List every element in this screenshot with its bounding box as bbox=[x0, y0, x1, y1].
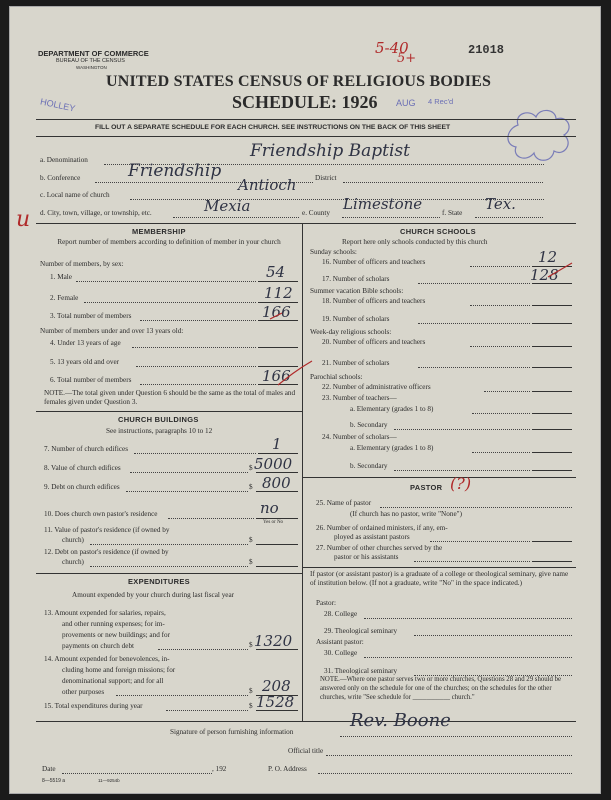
q9-value: 800 bbox=[262, 474, 291, 492]
form-code: 8—5519 a bbox=[42, 778, 66, 784]
q16-label: 16. Number of officers and teachers bbox=[322, 258, 426, 266]
year-label: , 192 bbox=[212, 765, 227, 773]
q31-label: 31. Theological seminary bbox=[324, 667, 398, 675]
q5-label: 5. 13 years old and over bbox=[50, 358, 120, 366]
q30-label: 30. College bbox=[324, 649, 358, 657]
q13-label bbox=[44, 608, 170, 652]
q15-label: 15. Total expenditures during year bbox=[44, 702, 143, 710]
q27-label bbox=[316, 544, 442, 562]
form-title: UNITED STATES CENSUS OF RELIGIOUS BODIES bbox=[106, 73, 492, 90]
denomination-label: a. Denomination bbox=[40, 156, 88, 164]
pastor-mark: (?) bbox=[450, 474, 472, 493]
q15-value: 1528 bbox=[256, 693, 295, 711]
q25-label: 25. Name of pastor bbox=[316, 499, 372, 507]
q9-label: 9. Debt on church edifices bbox=[44, 483, 120, 491]
q19-label: 19. Number of scholars bbox=[322, 315, 390, 323]
city-value: Mexia bbox=[204, 197, 251, 215]
schedule-title: SCHEDULE: 1926 bbox=[232, 92, 378, 112]
city-label: d. City, town, village, or township, etc. bbox=[40, 209, 152, 217]
q23a-label: a. Elementary (grades 1 to 8) bbox=[350, 405, 434, 413]
stamp-aug: AUG bbox=[396, 98, 416, 108]
q11-label-b: church) bbox=[62, 536, 84, 544]
q6-value: 166 bbox=[262, 367, 291, 385]
q27-line: pastor or his assistants bbox=[334, 553, 399, 561]
q14-line: denominational support; and for all bbox=[62, 677, 164, 685]
q29-label: 29. Theological seminary bbox=[324, 627, 398, 635]
membership-subtitle: Report number of members according to definition of member in your church bbox=[57, 238, 281, 246]
q10-value: no bbox=[260, 499, 279, 517]
q14-line: other purposes bbox=[62, 688, 105, 696]
date-label: Date bbox=[42, 765, 56, 773]
pastor-title: PASTOR bbox=[410, 483, 443, 492]
q14-line: 14. Amount expended for benevolences, in- bbox=[44, 655, 170, 663]
q14-value: 208 bbox=[262, 677, 291, 695]
q1-label: 1. Male bbox=[50, 273, 72, 281]
q12-label-a: 12. Debt on pastor's residence (if owned by bbox=[44, 548, 169, 556]
schools-subtitle: Report here only schools conducted by this church bbox=[342, 238, 488, 246]
q22-label: 22. Number of administrative officers bbox=[322, 383, 431, 391]
instructions-line: FILL OUT A SEPARATE SCHEDULE FOR EACH CHURCH. SEE INSTRUCTIONS ON THE BACK OF THIS SHEET bbox=[95, 124, 451, 131]
census-schedule-sheet bbox=[9, 6, 601, 794]
q13-line: 13. Amount expended for salaries, repairs, bbox=[44, 609, 166, 617]
official-title-label: Official title bbox=[288, 747, 324, 755]
buildings-subtitle: See instructions, paragraphs 10 to 12 bbox=[106, 427, 213, 435]
q12-label-b: church) bbox=[62, 558, 84, 566]
dollar-sign: $ bbox=[249, 558, 253, 566]
margin-mark: u bbox=[16, 207, 31, 232]
signature-value: Rev. Boone bbox=[350, 710, 451, 731]
expenditures-title: EXPENDITURES bbox=[128, 577, 190, 586]
q10-hint: Yes or No bbox=[263, 520, 284, 525]
red-note-2: 5+ bbox=[397, 51, 417, 66]
q23b-label: b. Secondary bbox=[350, 421, 388, 429]
q24-label: 24. Number of scholars— bbox=[322, 433, 397, 441]
dollar-sign: $ bbox=[249, 641, 253, 649]
q26-label bbox=[316, 524, 448, 542]
serial-number: 21018 bbox=[468, 43, 505, 57]
denomination-value: Friendship Baptist bbox=[250, 141, 410, 161]
q16-value: 12 bbox=[538, 248, 558, 266]
red-note-1: 5-40 bbox=[375, 39, 409, 57]
q1-value: 54 bbox=[266, 263, 286, 281]
members-by-sex-label: Number of members, by sex: bbox=[40, 260, 124, 268]
state-value: Tex. bbox=[485, 195, 516, 213]
schools-title: CHURCH SCHOOLS bbox=[400, 227, 476, 236]
buildings-title: CHURCH BUILDINGS bbox=[118, 415, 199, 424]
expenditures-subtitle: Amount expended by your church during last fiscal year bbox=[72, 591, 235, 599]
pastor-subhead: Pastor: bbox=[316, 599, 336, 607]
red-check-icon bbox=[546, 261, 576, 281]
pastor-note: NOTE.—Where one pastor serves two or more churches, Questions 28 and 29 should be answered only on the schedule for one of the churches; on the schedules for the other churches, write "See schedule for ___________ church." bbox=[320, 676, 562, 701]
form-code-2: 11—9254b bbox=[98, 778, 120, 783]
q21-label: 21. Number of scholars bbox=[322, 359, 390, 367]
q24b-label: b. Secondary bbox=[350, 462, 388, 470]
dollar-sign: $ bbox=[249, 483, 253, 491]
q23-label: 23. Number of teachers— bbox=[322, 394, 397, 402]
q13-line: payments on church debt bbox=[62, 642, 135, 650]
summer-label: Summer vacation Bible schools: bbox=[310, 287, 404, 295]
parochial-label: Parochial schools: bbox=[310, 373, 363, 381]
red-check-icon bbox=[268, 307, 318, 397]
q13-value: 1320 bbox=[254, 632, 293, 650]
department-label: DEPARTMENT OF COMMERCE bbox=[38, 49, 149, 58]
q2-label: 2. Female bbox=[50, 294, 79, 302]
county-label: e. County bbox=[302, 209, 330, 217]
dollar-sign: $ bbox=[249, 536, 253, 544]
q3-label: 3. Total number of members bbox=[50, 312, 132, 320]
dollar-sign: $ bbox=[249, 464, 253, 472]
q11-label-a: 11. Value of pastor's residence (if owned by bbox=[44, 526, 170, 534]
weekday-label: Week-day religious schools: bbox=[310, 328, 392, 336]
q13-line: and other running expenses; for im- bbox=[62, 620, 165, 628]
q25-hint: (If church has no pastor, write "None") bbox=[350, 510, 462, 518]
bureau-label: BUREAU OF THE CENSUS bbox=[56, 58, 125, 64]
q18-label: 18. Number of officers and teachers bbox=[322, 297, 426, 305]
q26-line: ployed as assistant pastors bbox=[334, 533, 410, 541]
po-address-label: P. O. Address bbox=[268, 765, 307, 773]
q14-line: cluding home and foreign missions; for bbox=[62, 666, 176, 674]
conference-label: b. Conference bbox=[40, 174, 81, 182]
members-age-label: Number of members under and over 13 years old: bbox=[40, 327, 184, 335]
q13-line: provements or new buildings; and for bbox=[62, 631, 170, 639]
dollar-sign: $ bbox=[249, 702, 253, 710]
q7-value: 1 bbox=[272, 435, 282, 453]
q10-label: 10. Does church own pastor's residence bbox=[44, 510, 158, 518]
stamp-holley: HOLLEY bbox=[39, 96, 77, 114]
q2-value: 112 bbox=[264, 284, 293, 302]
q28-label: 28. College bbox=[324, 610, 358, 618]
conference-value: Friendship bbox=[128, 161, 222, 181]
q14-label bbox=[44, 654, 175, 698]
q24a-label: a. Elementary (grades 1 to 8) bbox=[350, 444, 434, 452]
received-stamp-icon bbox=[504, 107, 576, 167]
q17-value: 128 bbox=[530, 266, 559, 284]
q7-label: 7. Number of church edifices bbox=[44, 445, 129, 453]
membership-title: MEMBERSHIP bbox=[132, 227, 186, 236]
membership-note: NOTE.—The total given under Question 6 should be the same as the total of males and females given under Question 3. bbox=[44, 389, 296, 406]
q27-line: 27. Number of other churches served by the bbox=[316, 544, 443, 552]
college-note: If pastor (or assistant pastor) is a graduate of a college or theological seminary, give name of institution below. (If not a graduate, write "No" in the space indicated.) bbox=[310, 570, 569, 587]
district-label: District bbox=[315, 174, 337, 182]
sunday-label: Sunday schools: bbox=[310, 248, 357, 256]
stamp-received: 4 Rec'd bbox=[428, 97, 454, 106]
q8-label: 8. Value of church edifices bbox=[44, 464, 121, 472]
state-label: f. State bbox=[442, 209, 463, 217]
local-name-label: c. Local name of church bbox=[40, 191, 110, 199]
assistant-subhead: Assistant pastor: bbox=[316, 638, 364, 646]
q17-label: 17. Number of scholars bbox=[322, 275, 390, 283]
q26-line: 26. Number of ordained ministers, if any, em- bbox=[316, 524, 448, 532]
q4-label: 4. Under 13 years of age bbox=[50, 339, 121, 347]
county-value: Limestone bbox=[343, 195, 423, 213]
local-name-value: Antioch bbox=[238, 176, 297, 194]
city-label: WASHINGTON bbox=[76, 65, 107, 70]
signature-label: Signature of person furnishing information bbox=[170, 728, 294, 736]
q20-label: 20. Number of officers and teachers bbox=[322, 338, 426, 346]
q3-value: 166 bbox=[262, 303, 291, 321]
q6-label: 6. Total number of members bbox=[50, 376, 132, 384]
dollar-sign: $ bbox=[249, 687, 253, 695]
q8-value: 5000 bbox=[254, 455, 293, 473]
